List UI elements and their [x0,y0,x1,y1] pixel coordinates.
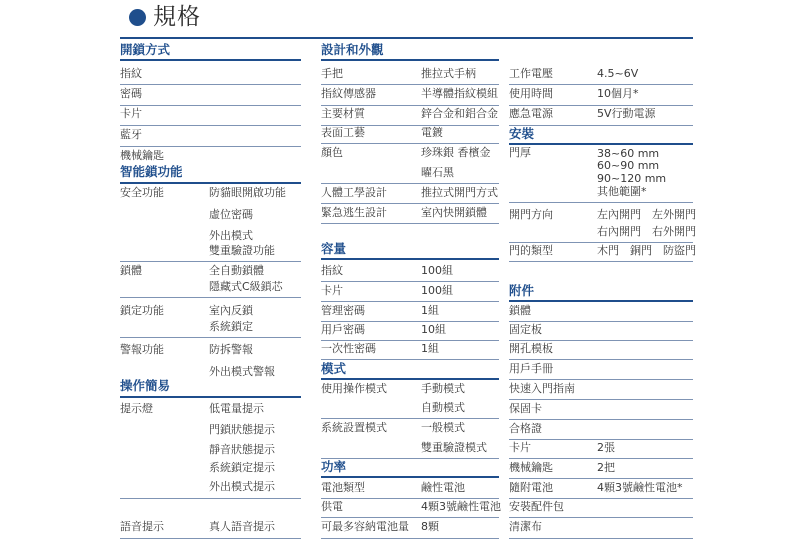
accessory-item: 卡片 2張 [509,441,693,459]
accessory-item: 隨附電池 4顆3號鹼性電池* [509,481,693,499]
spec-row-security-4: 雙重驗證功能 [120,244,301,262]
spec-row-door-thickness-4: 其他範圍* [509,185,693,203]
heading-accessories: 附件 [509,284,693,302]
spec-row-ergonomic: 人體工學設計 推拉式開門方式 [321,186,499,204]
list-item: 密碼 [120,87,301,106]
list-item: 指紋 [120,67,301,85]
spec-row-voice: 語音提示 真人語音提示 [120,520,301,539]
spec-row-admin-password: 管理密碼 1組 [321,304,499,322]
list-item: 機械鑰匙 [120,149,164,162]
spec-row-sensor: 指紋傳感器 半導體指紋模組 [321,87,499,106]
heading-mode: 模式 [321,362,499,380]
accessory-item: 機械鑰匙 2把 [509,461,693,479]
accessory-item: 合格證 [509,422,693,440]
accessory-item: 安裝配件包 [509,500,693,518]
list-item: 卡片 [120,107,301,126]
spec-row-door-direction-2: 右內開門 右外開門 [509,225,693,243]
accessory-item: 開孔模板 [509,342,693,360]
title-bullet-icon [129,9,146,26]
title-rule [120,37,693,39]
spec-row-max-batteries: 可最多容納電池量 8顆 [321,520,499,539]
spec-row-emergency-power: 應急電源 5V行動電源 [509,107,693,126]
heading-design: 設計和外觀 [321,43,499,61]
heading-lock-methods: 開鎖方式 [120,43,301,61]
spec-row-lock-body-2: 隱藏式C級鎖芯 [120,280,301,298]
spec-row-lifetime: 使用時間 10個月* [509,87,693,106]
page-title: 規格 [153,4,201,30]
spec-row-battery-type: 電池類型 鹼性電池 [321,481,499,499]
spec-row-user-password: 用戶密碼 10組 [321,323,499,341]
list-item: 藍牙 [120,128,301,147]
spec-row-fingerprint-capacity: 指紋 100組 [321,264,499,282]
accessory-item: 清潔布 [509,520,693,539]
accessory-item: 鎖體 [509,304,693,322]
accessory-item: 快速入門指南 [509,382,693,400]
spec-row-color-2: 曜石黑 [321,166,499,184]
accessory-item: 固定板 [509,323,693,341]
accessory-item: 用戶手冊 [509,362,693,380]
spec-row-door-type: 門的類型 木門 銅門 防盜門 [509,244,693,262]
heading-easy-operation: 操作簡易 [120,379,301,398]
spec-row-surface: 表面工藝 電鍍 [321,126,499,144]
accessory-item: 保固卡 [509,402,693,420]
spec-row-material: 主要材質 鋅合金和鋁合金 [321,107,499,126]
spec-row-card-capacity: 卡片 100組 [321,284,499,302]
spec-row-setting-mode-2: 雙重驗證模式 [321,441,499,459]
heading-capacity: 容量 [321,242,499,260]
spec-row-locking-2: 系統鎖定 [120,320,301,338]
spec-row-voltage: 工作電壓 4.5~6V [509,67,693,85]
heading-power: 功率 [321,460,499,478]
heading-smart-functions: 智能鎖功能 [120,165,301,184]
spec-row-operation-mode-2: 自動模式 [321,401,499,419]
spec-row-onetime-password: 一次性密碼 1組 [321,342,499,360]
spec-row-escape: 緊急逃生設計 室內快開鎖體 [321,206,499,224]
spec-row-indicator-5: 外出模式提示 [120,480,301,499]
spec-row-supply: 供電 4顆3號鹼性電池 [321,500,499,518]
spec-row-handle: 手把 推拉式手柄 [321,67,499,85]
heading-install: 安裝 [509,127,693,145]
